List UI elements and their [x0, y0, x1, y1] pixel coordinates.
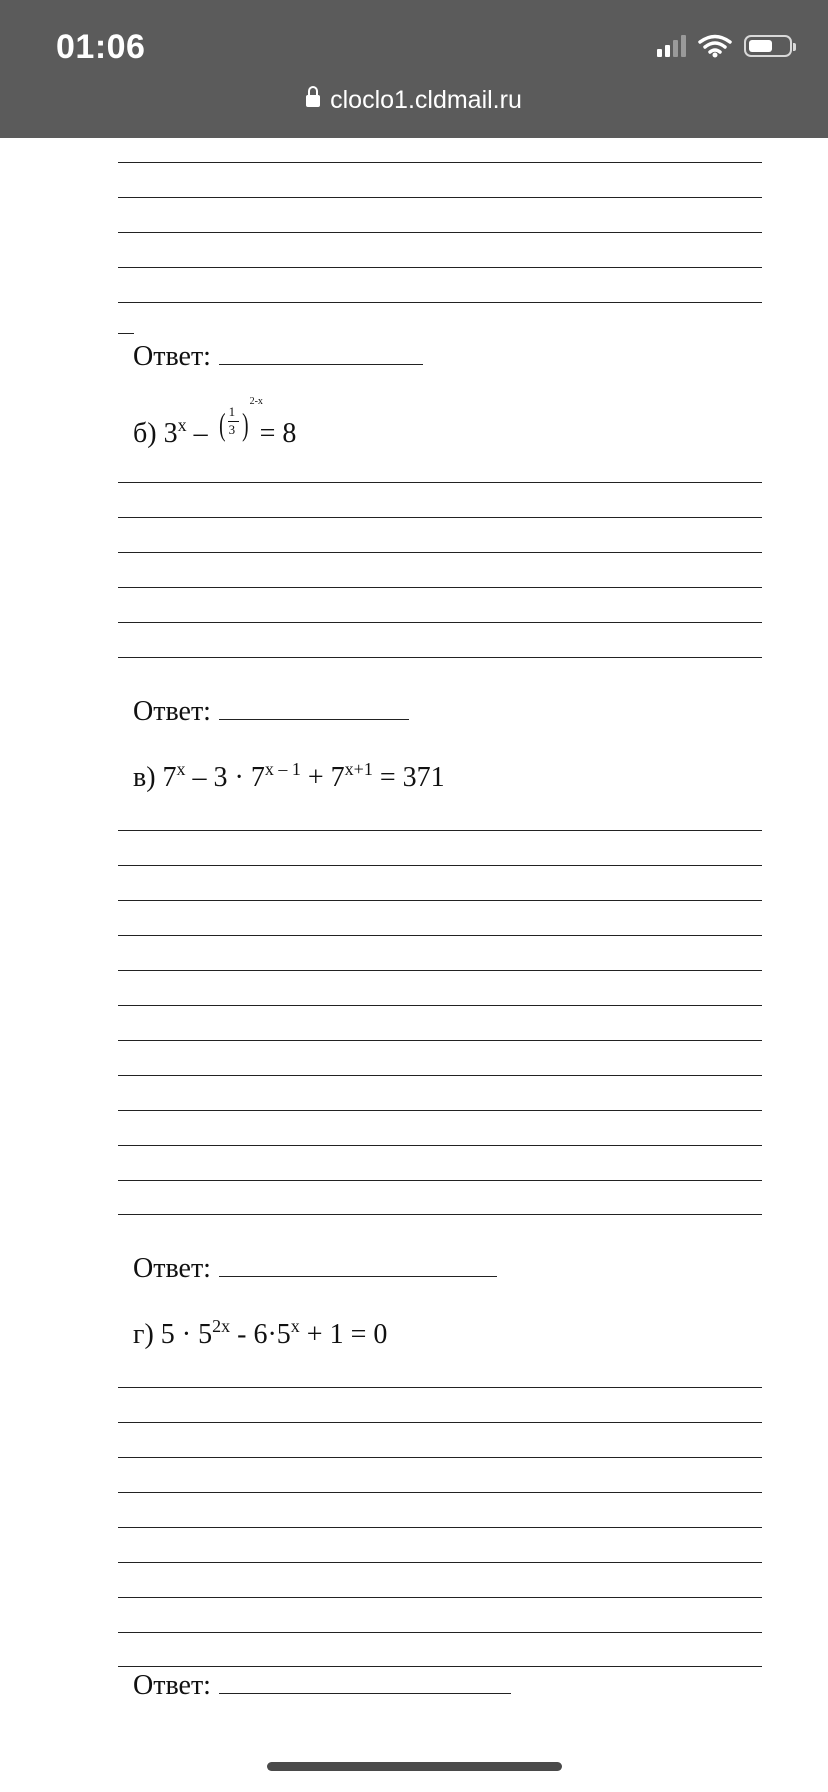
work-line: [118, 657, 762, 658]
work-line: [118, 1632, 762, 1633]
work-line: [118, 587, 762, 588]
work-line: [118, 935, 762, 936]
cellular-signal-icon: [657, 35, 686, 57]
answer-label: Ответ:: [133, 1253, 211, 1284]
problem-g-rhs: + 1 = 0: [299, 1319, 388, 1350]
problem-v-prefix: в) 7: [133, 762, 177, 793]
work-line: [118, 830, 762, 831]
answer-blank[interactable]: [219, 693, 409, 720]
browser-status-bar: [0, 0, 828, 138]
problem-v-exp3: x+1: [344, 759, 373, 779]
problem-g: [133, 1316, 388, 1351]
work-line: [118, 517, 762, 518]
problem-b-prefix: б) 3: [133, 418, 178, 449]
answer-line: [133, 693, 409, 728]
url-text: cloclo1.cldmail.ru: [330, 86, 522, 114]
work-line: [118, 622, 762, 623]
work-line: [118, 1492, 762, 1493]
work-line: [118, 267, 762, 268]
answer-blank[interactable]: [219, 1667, 511, 1694]
problem-v-mid1: – 3 · 7: [185, 762, 265, 793]
work-line: [118, 482, 762, 483]
problem-v-mid2: + 7: [300, 762, 345, 793]
problem-b-rhs: = 8: [252, 418, 297, 449]
battery-icon: [744, 35, 792, 57]
work-line: [118, 232, 762, 233]
work-line: [118, 1040, 762, 1041]
work-line: [118, 1214, 762, 1215]
answer-line: [133, 1250, 497, 1285]
answer-line: [133, 338, 423, 373]
work-line: [118, 1527, 762, 1528]
fraction-power: ( 1 3 ) 2-x: [218, 396, 263, 442]
work-line: [118, 1562, 762, 1563]
problem-v-exp1: x: [176, 759, 186, 779]
work-line: [118, 970, 762, 971]
work-line: [118, 1075, 762, 1076]
problem-b: [133, 396, 297, 450]
fraction-exponent: 2-x: [249, 396, 263, 407]
fraction-denominator: 3: [228, 422, 236, 437]
wifi-icon: [698, 34, 732, 58]
problem-g-exp1: 2x: [212, 1316, 231, 1336]
problem-v-rhs: = 371: [372, 762, 445, 793]
work-line: [118, 162, 762, 163]
problem-b-minus: –: [186, 418, 215, 449]
answer-line: [133, 1667, 511, 1702]
problem-g-mid1: - 6·5: [230, 1319, 291, 1350]
work-line: [118, 1597, 762, 1598]
answer-label: Ответ:: [133, 341, 211, 372]
work-line: [118, 197, 762, 198]
answer-label: Ответ:: [133, 696, 211, 727]
answer-blank[interactable]: [219, 1250, 497, 1277]
work-line: [118, 1110, 762, 1111]
work-line: [118, 900, 762, 901]
work-line: [118, 1005, 762, 1006]
work-line: [118, 865, 762, 866]
problem-b-exp: x: [177, 415, 187, 435]
answer-blank[interactable]: [219, 338, 423, 365]
system-icons: [657, 34, 792, 58]
work-line: [118, 302, 762, 303]
work-line: [118, 552, 762, 553]
problem-v-exp2: x – 1: [264, 759, 301, 779]
lock-icon: [306, 95, 320, 107]
address-bar[interactable]: [0, 86, 828, 115]
work-line: [118, 1387, 762, 1388]
work-line: [118, 1180, 762, 1181]
clock-time: 01:06: [56, 28, 146, 66]
answer-label: Ответ:: [133, 1670, 211, 1701]
fraction-numerator: 1: [228, 404, 236, 419]
work-line: [118, 1422, 762, 1423]
problem-g-exp2: x: [290, 1316, 300, 1336]
line-stub: [118, 333, 134, 334]
home-indicator[interactable]: [267, 1762, 562, 1771]
problem-g-prefix: г) 5 · 5: [133, 1319, 213, 1350]
problem-v: [133, 759, 445, 794]
work-line: [118, 1145, 762, 1146]
work-line: [118, 1457, 762, 1458]
